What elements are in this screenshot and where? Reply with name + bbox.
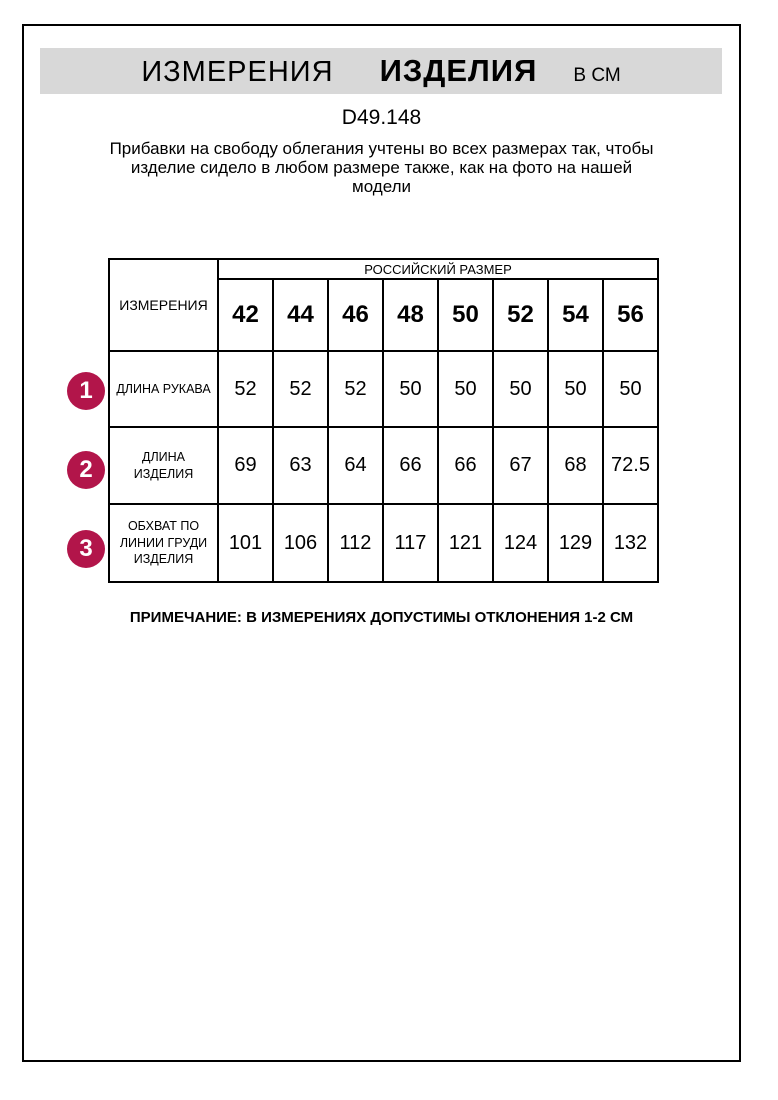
- fit-description: [22, 139, 741, 196]
- table-row-item-length: [109, 427, 658, 504]
- cell-sleeve-54: 50: [548, 351, 603, 427]
- cell-sleeve-44: 52: [273, 351, 328, 427]
- cell-sleeve-46: 52: [328, 351, 383, 427]
- row-number-badge-2: 2: [67, 451, 105, 489]
- row-label-item-length: ДЛИНА ИЗДЕЛИЯ: [109, 427, 218, 504]
- cell-sleeve-52: 50: [493, 351, 548, 427]
- size-header-46: 46: [328, 279, 383, 351]
- row-number-badge-1: 1: [67, 372, 105, 410]
- russian-size-group-header: РОССИЙСКИЙ РАЗМЕР: [218, 259, 658, 279]
- size-header-42: 42: [218, 279, 273, 351]
- cell-length-46: 64: [328, 427, 383, 504]
- title-banner: [40, 48, 722, 94]
- cell-length-50: 66: [438, 427, 493, 504]
- tolerance-note: ПРИМЕЧАНИЕ: В ИЗМЕРЕНИЯХ ДОПУСТИМЫ ОТКЛОНЕНИЯ 1-2 СМ: [129, 609, 634, 626]
- row-label-chest-girth: ОБХВАТ ПО ЛИНИИ ГРУДИ ИЗДЕЛИЯ: [109, 504, 218, 582]
- cell-length-48: 66: [383, 427, 438, 504]
- cell-chest-50: 121: [438, 504, 493, 582]
- cell-sleeve-56: 50: [603, 351, 658, 427]
- cell-sleeve-48: 50: [383, 351, 438, 427]
- cell-chest-56: 132: [603, 504, 658, 582]
- fit-description-line-2: изделие сидело в любом размере также, как на фото на нашей: [130, 158, 633, 177]
- cell-chest-52: 124: [493, 504, 548, 582]
- cell-chest-54: 129: [548, 504, 603, 582]
- cell-chest-46: 112: [328, 504, 383, 582]
- fit-description-line-3: модели: [352, 177, 411, 196]
- cell-sleeve-50: 50: [438, 351, 493, 427]
- table-row-sleeve-length: [109, 351, 658, 427]
- fit-description-line-1: Прибавки на свободу облегания учтены во всех размерах так, чтобы: [109, 139, 654, 158]
- table-row-chest-girth: [109, 504, 658, 582]
- cell-chest-42: 101: [218, 504, 273, 582]
- row-label-sleeve-length: ДЛИНА РУКАВА: [109, 351, 218, 427]
- cell-length-44: 63: [273, 427, 328, 504]
- title-measurements: ИЗМЕРЕНИЯ: [141, 56, 334, 88]
- size-header-54: 54: [548, 279, 603, 351]
- cell-chest-48: 117: [383, 504, 438, 582]
- title-units: В СМ: [573, 65, 621, 86]
- size-table: [108, 258, 659, 583]
- size-header-50: 50: [438, 279, 493, 351]
- title-product: ИЗДЕЛИЯ: [379, 53, 538, 88]
- cell-chest-44: 106: [273, 504, 328, 582]
- measurements-column-header: ИЗМЕРЕНИЯ: [109, 259, 218, 351]
- row-number-badge-3: 3: [67, 530, 105, 568]
- article-code: D49.148: [341, 106, 422, 129]
- cell-sleeve-42: 52: [218, 351, 273, 427]
- cell-length-52: 67: [493, 427, 548, 504]
- size-header-48: 48: [383, 279, 438, 351]
- cell-length-56: 72.5: [603, 427, 658, 504]
- cell-length-42: 69: [218, 427, 273, 504]
- size-header-44: 44: [273, 279, 328, 351]
- size-header-56: 56: [603, 279, 658, 351]
- size-header-52: 52: [493, 279, 548, 351]
- cell-length-54: 68: [548, 427, 603, 504]
